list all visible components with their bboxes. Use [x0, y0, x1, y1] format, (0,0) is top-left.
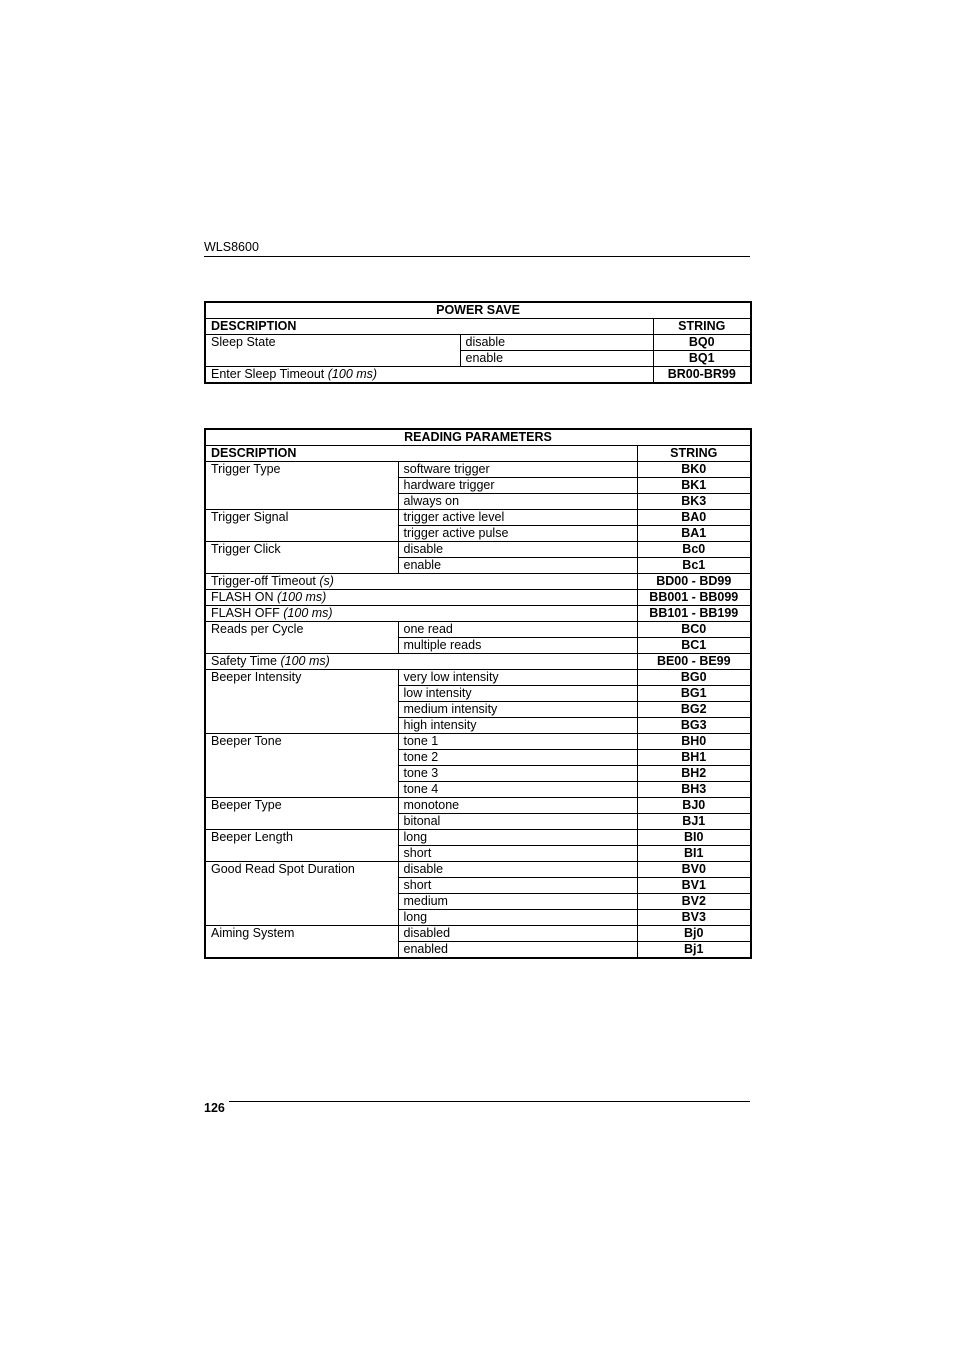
header-rule: [204, 256, 750, 257]
parameter-cell: [205, 574, 637, 590]
parameter-name: Trigger Type: [205, 462, 398, 510]
table-row: [205, 335, 751, 351]
parameter-name: Beeper Length: [205, 830, 398, 862]
option-label: always on: [398, 494, 637, 510]
table-row: [205, 590, 751, 606]
table-row: [205, 670, 751, 686]
table-row: [205, 462, 751, 478]
option-label: enable: [398, 558, 637, 574]
table-row: [205, 606, 751, 622]
config-string: Bj1: [637, 942, 751, 959]
config-string: BA1: [637, 526, 751, 542]
option-label: software trigger: [398, 462, 637, 478]
option-label: high intensity: [398, 718, 637, 734]
config-string: BH0: [637, 734, 751, 750]
config-string: BG0: [637, 670, 751, 686]
running-header: WLS8600: [204, 240, 259, 254]
config-string: BH3: [637, 782, 751, 798]
option-label: enabled: [398, 942, 637, 959]
config-string: BB101 - BB199: [637, 606, 751, 622]
parameter-name: Safety Time: [211, 654, 277, 668]
page-number: 126: [204, 1101, 225, 1115]
option-label: tone 4: [398, 782, 637, 798]
parameter-unit: (100 ms): [277, 590, 327, 604]
option-label: very low intensity: [398, 670, 637, 686]
reading-parameters-table: [204, 428, 752, 959]
config-string: BG3: [637, 718, 751, 734]
table-title: READING PARAMETERS: [205, 429, 751, 446]
table-row: [205, 654, 751, 670]
option-label: short: [398, 846, 637, 862]
table-row: [205, 734, 751, 750]
parameter-name: Beeper Tone: [205, 734, 398, 798]
table-row: [205, 542, 751, 558]
parameter-name: Aiming System: [205, 926, 398, 959]
option-label: enable: [460, 351, 653, 367]
parameter-unit: (100 ms): [280, 654, 330, 668]
config-string: Bc0: [637, 542, 751, 558]
config-string: BQ1: [653, 351, 751, 367]
power-save-table: [204, 301, 752, 384]
parameter-name: Reads per Cycle: [205, 622, 398, 654]
config-string: BD00 - BD99: [637, 574, 751, 590]
parameter-name: Good Read Spot Duration: [205, 862, 398, 926]
table-title-row: [205, 429, 751, 446]
column-header-string: STRING: [637, 446, 751, 462]
option-label: disable: [398, 542, 637, 558]
config-string: BI0: [637, 830, 751, 846]
table-row: [205, 862, 751, 878]
footer-rule: [229, 1101, 750, 1102]
parameter-name: Sleep State: [205, 335, 460, 367]
option-label: tone 2: [398, 750, 637, 766]
config-string: BG1: [637, 686, 751, 702]
option-label: trigger active pulse: [398, 526, 637, 542]
table-header-row: [205, 319, 751, 335]
option-label: tone 1: [398, 734, 637, 750]
option-label: monotone: [398, 798, 637, 814]
config-string: BV0: [637, 862, 751, 878]
config-string: BQ0: [653, 335, 751, 351]
table-row: [205, 574, 751, 590]
config-string: BJ0: [637, 798, 751, 814]
option-label: trigger active level: [398, 510, 637, 526]
parameter-name: Trigger-off Timeout: [211, 574, 316, 588]
parameter-cell: [205, 654, 637, 670]
table-row: [205, 926, 751, 942]
option-label: hardware trigger: [398, 478, 637, 494]
parameter-unit: (100 ms): [283, 606, 333, 620]
config-string: BG2: [637, 702, 751, 718]
config-string: BK3: [637, 494, 751, 510]
config-string: BA0: [637, 510, 751, 526]
option-label: long: [398, 830, 637, 846]
parameter-cell: [205, 367, 653, 384]
option-label: medium intensity: [398, 702, 637, 718]
option-label: multiple reads: [398, 638, 637, 654]
option-label: tone 3: [398, 766, 637, 782]
config-string: BC0: [637, 622, 751, 638]
option-label: short: [398, 878, 637, 894]
table-row: [205, 367, 751, 384]
option-label: one read: [398, 622, 637, 638]
option-label: disable: [398, 862, 637, 878]
config-string: BR00-BR99: [653, 367, 751, 384]
parameter-unit: (100 ms): [327, 367, 378, 381]
parameter-cell: [205, 590, 637, 606]
config-string: BH2: [637, 766, 751, 782]
option-label: bitonal: [398, 814, 637, 830]
config-string: BV1: [637, 878, 751, 894]
parameter-name: FLASH OFF: [211, 606, 280, 620]
option-label: disable: [460, 335, 653, 351]
parameter-name: FLASH ON: [211, 590, 274, 604]
table-row: [205, 622, 751, 638]
config-string: BK1: [637, 478, 751, 494]
table-title: POWER SAVE: [205, 302, 751, 319]
table-header-row: [205, 446, 751, 462]
config-string: BJ1: [637, 814, 751, 830]
parameter-name: Beeper Type: [205, 798, 398, 830]
parameter-name: Beeper Intensity: [205, 670, 398, 734]
column-header-description: DESCRIPTION: [205, 446, 637, 462]
config-string: BH1: [637, 750, 751, 766]
option-label: long: [398, 910, 637, 926]
parameter-cell: [205, 606, 637, 622]
parameter-unit: (s): [319, 574, 334, 588]
table-row: [205, 510, 751, 526]
config-string: BC1: [637, 638, 751, 654]
config-string: BK0: [637, 462, 751, 478]
option-label: medium: [398, 894, 637, 910]
column-header-description: DESCRIPTION: [205, 319, 653, 335]
config-string: BE00 - BE99: [637, 654, 751, 670]
table-title-row: [205, 302, 751, 319]
parameter-name: Enter Sleep Timeout: [211, 367, 325, 381]
config-string: BV2: [637, 894, 751, 910]
config-string: BI1: [637, 846, 751, 862]
table-row: [205, 798, 751, 814]
table-row: [205, 830, 751, 846]
config-string: BV3: [637, 910, 751, 926]
parameter-name: Trigger Click: [205, 542, 398, 574]
option-label: disabled: [398, 926, 637, 942]
parameter-name: Trigger Signal: [205, 510, 398, 542]
column-header-string: STRING: [653, 319, 751, 335]
config-string: Bc1: [637, 558, 751, 574]
config-string: Bj0: [637, 926, 751, 942]
option-label: low intensity: [398, 686, 637, 702]
config-string: BB001 - BB099: [637, 590, 751, 606]
